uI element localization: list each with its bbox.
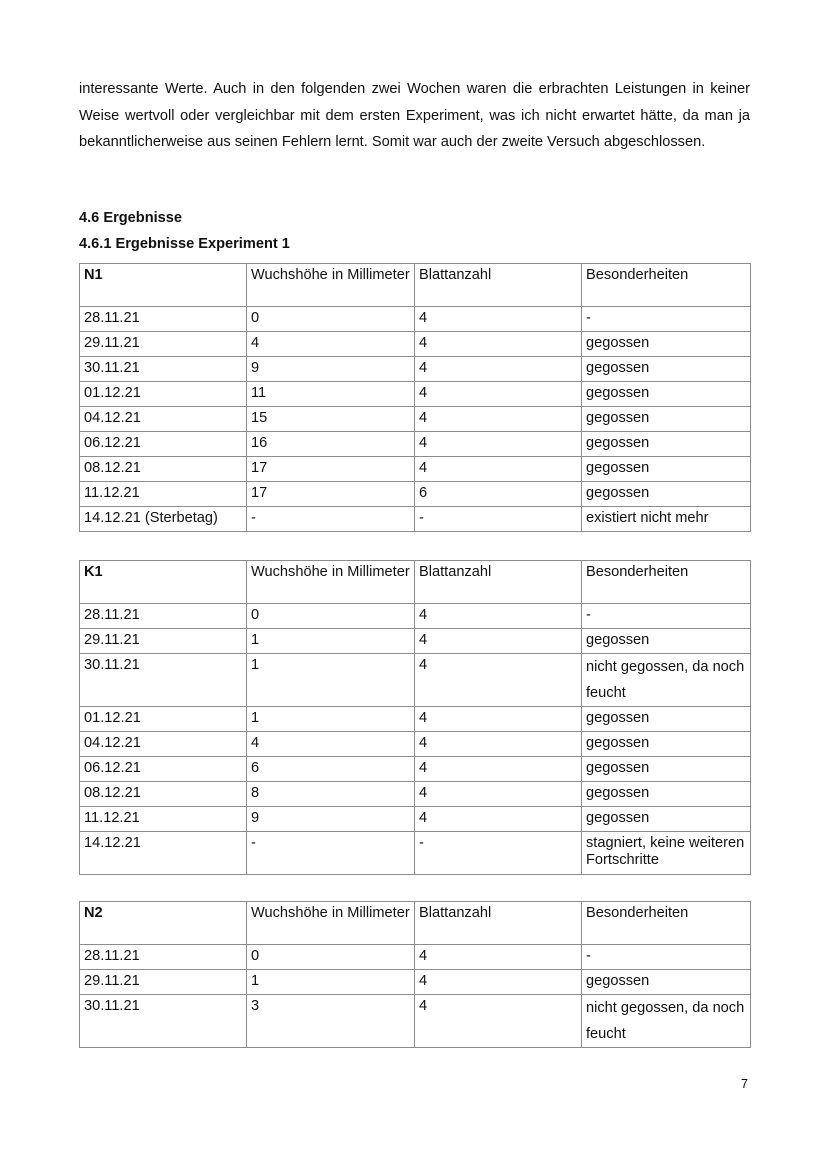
cell-leaves: 4	[415, 307, 582, 332]
cell-notes: gegossen	[582, 482, 751, 507]
table-row	[80, 604, 751, 629]
cell-leaves: -	[415, 832, 582, 875]
cell-leaves: 4	[415, 654, 582, 707]
cell-notes: gegossen	[582, 407, 751, 432]
cell-height: 17	[247, 457, 415, 482]
cell-date: 06.12.21	[80, 432, 247, 457]
table-row	[80, 382, 751, 407]
cell-leaves: 4	[415, 732, 582, 757]
cell-date: 04.12.21	[80, 732, 247, 757]
cell-leaves: 4	[415, 382, 582, 407]
cell-date: 08.12.21	[80, 782, 247, 807]
table-row	[80, 629, 751, 654]
cell-date: 28.11.21	[80, 604, 247, 629]
results-table-k1	[79, 560, 751, 875]
cell-date: 01.12.21	[80, 707, 247, 732]
cell-height: 16	[247, 432, 415, 457]
table-row	[80, 457, 751, 482]
results-table-n2	[79, 901, 751, 1048]
header-notes: Besonderheiten	[582, 902, 751, 945]
cell-height: 9	[247, 357, 415, 382]
table-row	[80, 407, 751, 432]
cell-date: 28.11.21	[80, 945, 247, 970]
results-table-n1	[79, 263, 751, 532]
cell-height: 11	[247, 382, 415, 407]
cell-date: 30.11.21	[80, 357, 247, 382]
section-heading: 4.6 Ergebnisse	[79, 210, 183, 226]
table-row	[80, 357, 751, 382]
table-row	[80, 732, 751, 757]
cell-notes: -	[582, 945, 751, 970]
header-notes: Besonderheiten	[582, 264, 751, 307]
page-number: 7	[741, 1077, 748, 1091]
cell-date: 11.12.21	[80, 482, 247, 507]
table-row	[80, 832, 751, 875]
cell-leaves: 4	[415, 629, 582, 654]
table-row	[80, 482, 751, 507]
cell-notes: -	[582, 307, 751, 332]
table-id-cell: N2	[80, 902, 247, 945]
cell-date: 14.12.21	[80, 832, 247, 875]
table-row	[80, 707, 751, 732]
cell-leaves: 4	[415, 707, 582, 732]
cell-date: 04.12.21	[80, 407, 247, 432]
cell-height: 1	[247, 970, 415, 995]
cell-leaves: 4	[415, 432, 582, 457]
cell-leaves: -	[415, 507, 582, 532]
cell-notes: nicht gegossen, da noch feucht	[582, 995, 751, 1048]
cell-height: -	[247, 507, 415, 532]
cell-date: 11.12.21	[80, 807, 247, 832]
cell-leaves: 4	[415, 807, 582, 832]
table-row	[80, 307, 751, 332]
cell-height: 6	[247, 757, 415, 782]
cell-date: 29.11.21	[80, 629, 247, 654]
table-row	[80, 432, 751, 457]
cell-height: 4	[247, 332, 415, 357]
cell-leaves: 4	[415, 407, 582, 432]
table-row	[80, 970, 751, 995]
cell-date: 28.11.21	[80, 307, 247, 332]
header-notes: Besonderheiten	[582, 561, 751, 604]
cell-notes: gegossen	[582, 782, 751, 807]
intro-paragraph: interessante Werte. Auch in den folgenden zwei Wochen waren die erbrachten Leistungen in keiner Weise wertvoll oder vergleichbar mit dem ersten Experiment, was ich nicht erwartet hätte, da man ja bekanntlicherweise aus seinen Fehlern lernt. Somit war auch der zweite Versuch abgeschlossen.	[79, 81, 750, 150]
cell-height: 15	[247, 407, 415, 432]
cell-height: 8	[247, 782, 415, 807]
cell-date: 14.12.21 (Sterbetag)	[80, 507, 247, 532]
table-id-cell: K1	[80, 561, 247, 604]
cell-notes: gegossen	[582, 807, 751, 832]
cell-height: -	[247, 832, 415, 875]
cell-notes: nicht gegossen, da noch feucht	[582, 654, 751, 707]
header-leaves: Blattanzahl	[415, 264, 582, 307]
cell-leaves: 4	[415, 995, 582, 1048]
cell-notes: gegossen	[582, 757, 751, 782]
header-height: Wuchshöhe in Millimeter	[247, 264, 415, 307]
cell-height: 1	[247, 654, 415, 707]
cell-height: 9	[247, 807, 415, 832]
header-leaves: Blattanzahl	[415, 561, 582, 604]
cell-notes: gegossen	[582, 732, 751, 757]
cell-notes: stagniert, keine weiteren Fortschritte	[582, 832, 751, 875]
table-row	[80, 995, 751, 1048]
header-height: Wuchshöhe in Millimeter	[247, 902, 415, 945]
cell-date: 30.11.21	[80, 995, 247, 1048]
cell-notes: gegossen	[582, 629, 751, 654]
cell-height: 1	[247, 629, 415, 654]
table-row	[80, 807, 751, 832]
table-id-cell: N1	[80, 264, 247, 307]
cell-notes: gegossen	[582, 357, 751, 382]
cell-leaves: 4	[415, 332, 582, 357]
cell-height: 0	[247, 307, 415, 332]
cell-date: 08.12.21	[80, 457, 247, 482]
table-row	[80, 945, 751, 970]
cell-date: 01.12.21	[80, 382, 247, 407]
cell-notes: gegossen	[582, 382, 751, 407]
cell-leaves: 4	[415, 945, 582, 970]
header-leaves: Blattanzahl	[415, 902, 582, 945]
table-row	[80, 782, 751, 807]
cell-height: 4	[247, 732, 415, 757]
cell-height: 0	[247, 945, 415, 970]
cell-leaves: 6	[415, 482, 582, 507]
table-row	[80, 757, 751, 782]
cell-notes: gegossen	[582, 332, 751, 357]
table-row	[80, 654, 751, 707]
table-row	[80, 332, 751, 357]
cell-notes: gegossen	[582, 707, 751, 732]
cell-date: 29.11.21	[80, 332, 247, 357]
table-row	[80, 507, 751, 532]
subsection-heading: 4.6.1 Ergebnisse Experiment 1	[79, 236, 290, 252]
table-header-row	[80, 561, 751, 604]
cell-date: 06.12.21	[80, 757, 247, 782]
table-header-row	[80, 264, 751, 307]
cell-leaves: 4	[415, 970, 582, 995]
cell-height: 1	[247, 707, 415, 732]
cell-notes: existiert nicht mehr	[582, 507, 751, 532]
cell-date: 29.11.21	[80, 970, 247, 995]
cell-height: 17	[247, 482, 415, 507]
cell-leaves: 4	[415, 782, 582, 807]
cell-notes: gegossen	[582, 970, 751, 995]
header-height: Wuchshöhe in Millimeter	[247, 561, 415, 604]
cell-leaves: 4	[415, 604, 582, 629]
cell-leaves: 4	[415, 357, 582, 382]
cell-leaves: 4	[415, 457, 582, 482]
cell-notes: gegossen	[582, 432, 751, 457]
table-header-row	[80, 902, 751, 945]
cell-notes: gegossen	[582, 457, 751, 482]
cell-leaves: 4	[415, 757, 582, 782]
cell-height: 0	[247, 604, 415, 629]
cell-notes: -	[582, 604, 751, 629]
cell-date: 30.11.21	[80, 654, 247, 707]
cell-height: 3	[247, 995, 415, 1048]
